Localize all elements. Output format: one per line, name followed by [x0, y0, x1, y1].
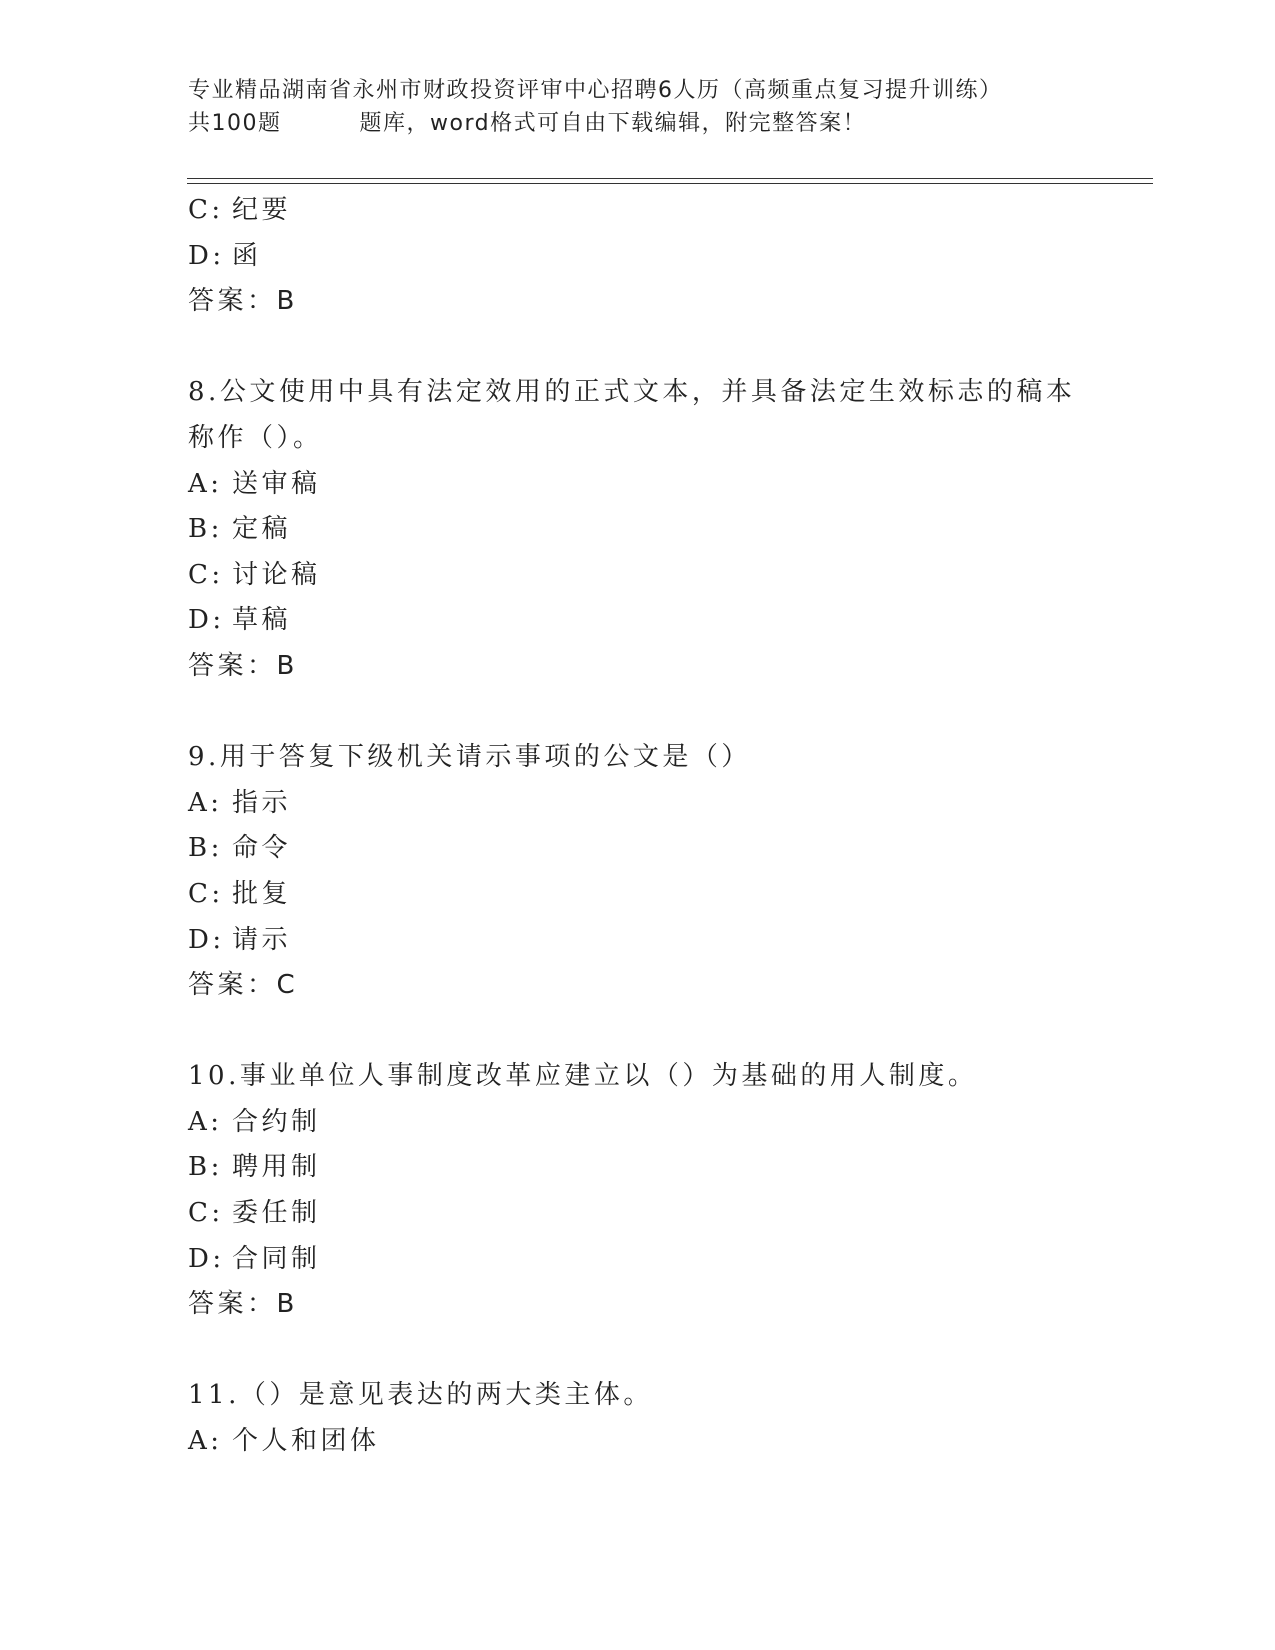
header-note: 题库，word格式可自由下载编辑，附完整答案！: [359, 111, 867, 136]
question-count: 共100题: [188, 111, 282, 136]
option-c: C: 批复: [188, 878, 292, 909]
question-stem: 8.公文使用中具有法定效用的正式文本，并具备法定生效标志的稿本: [188, 377, 1076, 408]
option-a: A: 合约制: [188, 1106, 321, 1137]
option-d: D: 函: [188, 240, 262, 271]
answer: 答案：B: [188, 1289, 298, 1320]
question-stem: 11.（）是意见表达的两大类主体。: [188, 1380, 653, 1411]
option-b: B: 定稿: [188, 514, 292, 545]
question-list: [188, 188, 1088, 1465]
option-b: B: 命令: [188, 833, 292, 864]
option-a: A: 送审稿: [188, 468, 321, 499]
option-d: D: 草稿: [188, 605, 292, 636]
question-stem: 9.用于答复下级机关请示事项的公文是（）: [188, 742, 751, 773]
page-header: [188, 74, 1148, 140]
option-a: A: 个人和团体: [188, 1426, 380, 1457]
header-divider-top: [187, 178, 1153, 179]
question-stem-continued: 称作（）。: [188, 422, 323, 453]
option-d: D: 合同制: [188, 1243, 321, 1274]
answer: 答案：B: [188, 650, 298, 681]
answer: 答案：B: [188, 286, 298, 317]
option-b: B: 聘用制: [188, 1152, 321, 1183]
option-c: C: 讨论稿: [188, 559, 321, 590]
header-subtitle: [188, 107, 1148, 140]
question-stem: 10.事业单位人事制度改革应建立以（）为基础的用人制度。: [188, 1061, 978, 1092]
header-divider-bottom: [187, 183, 1153, 184]
option-c: C: 委任制: [188, 1198, 321, 1229]
answer: 答案：C: [188, 970, 299, 1001]
option-c: C: 纪要: [188, 195, 292, 225]
option-a: A: 指示: [188, 787, 292, 818]
header-title: 专业精品湖南省永州市财政投资评审中心招聘6人历（高频重点复习提升训练）: [188, 78, 1003, 103]
option-d: D: 请示: [188, 924, 292, 955]
